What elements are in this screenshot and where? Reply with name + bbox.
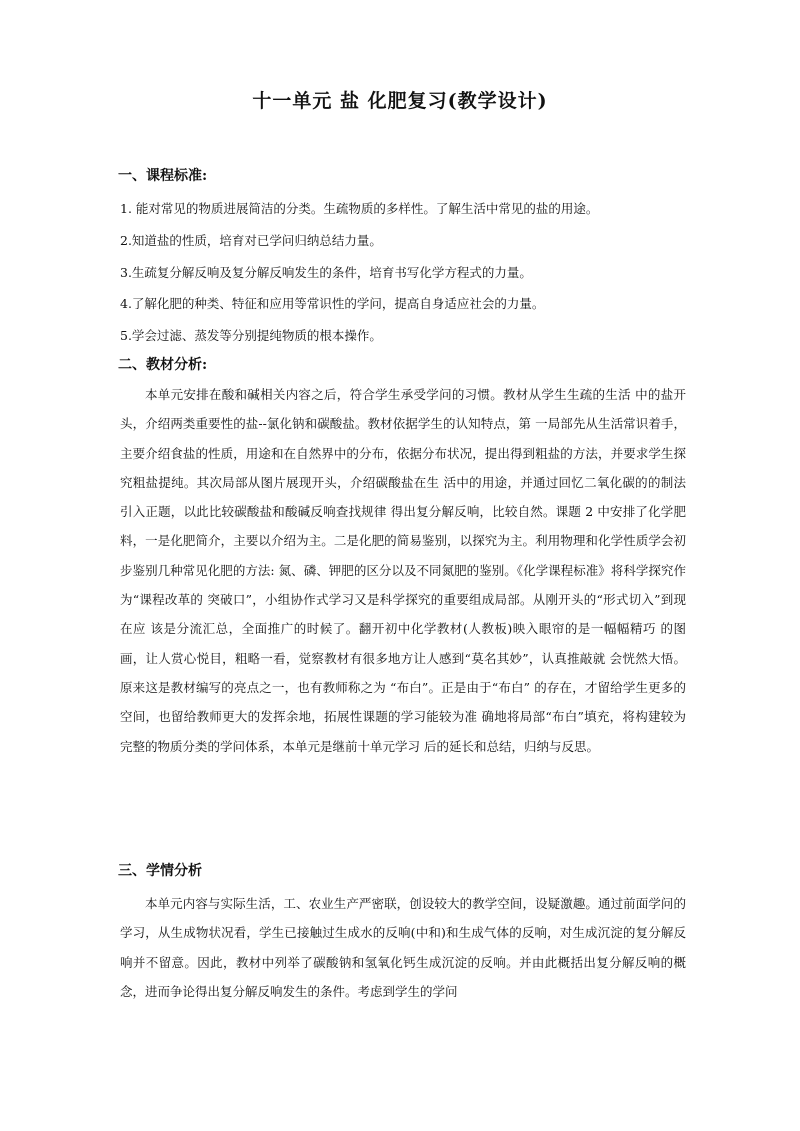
standard-item-2: 2.知道盐的性质，培育对已学问归纳总结力量。 bbox=[120, 233, 382, 248]
section-heading-textbook-analysis: 二、教材分析: bbox=[118, 357, 208, 373]
section-heading-student-analysis: 三、学情分析 bbox=[118, 863, 202, 879]
standard-item-5: 5.学会过滤、蒸发等分别提纯物质的根本操作。 bbox=[120, 328, 382, 343]
section-heading-curriculum-standards: 一、课程标准: bbox=[118, 168, 208, 184]
standard-item-4: 4.了解化肥的种类、特征和应用等常识性的学问，提高自身适应社会的力量。 bbox=[120, 296, 545, 311]
document-title: 十一单元 盐 化肥复习(教学设计) bbox=[252, 90, 548, 112]
standard-item-1: 1. 能对常见的物质进展简洁的分类。生疏物质的多样性。了解生活中常见的盐的用途。 bbox=[120, 201, 599, 216]
standard-item-3: 3.生疏复分解反响及复分解反响发生的条件，培育书写化学方程式的力量。 bbox=[120, 265, 532, 280]
textbook-analysis-paragraph: 本单元安排在酸和碱相关内容之后，符合学生承受学问的习惯。教材从学生生疏的生活 中的盐开头，介绍两类重要性的盐--氯化钠和碳酸盐。教材依据学生的认知特点，第 一局部先从生活常识着手，主要介绍食盐的性质，用途和在自然界中的分布，依据分布状况，提出得到粗盐的方法，并要求学生探究粗盐提纯。其次局部从图片展现开头，介绍碳酸盐在生 活中的用途，并通过回忆二氧化碳的的制法引入正题，以此比较碳酸盐和酸碱反响查找规律 得出复分解反响，比较自然。课题 2 中安排了化学肥料，一是化肥简介，主要以介绍为主。二是化肥的简易鉴别，以探究为主。利用物理和化学性质学会初步鉴别几种常见化肥的方法: 氮、磷、钾肥的区分以及不同氮肥的鉴别。《化学课程标准》将科学探究作为“课程改革的 突破口”，小组协作式学习又是科学探究的重要组成局部。从刚开头的“形式切入”到现在应 该是分流汇总，全面推广的时候了。翻开初中化学教材(人教板)映入眼帘的是一幅幅精巧 的图画，让人赏心悦目，粗略一看，觉察教材有很多地方让人感到“莫名其妙”，认真推敲就 会恍然大悟。原来这是教材编写的亮点之一，也有教师称之为 “布白”。正是由于“布白” 的存在，才留给学生更多的空间，也留给教师更大的发挥余地，拓展性课题的学习能较为准 确地将局部“布白”填充，将构建较为完整的物质分类的学问体系，本单元是继前十单元学习 后的延长和总结，归纳与反思。 bbox=[120, 387, 686, 754]
student-analysis-paragraph: 本单元内容与实际生活，工、农业生产严密联，创设较大的教学空间，设疑激趣。通过前面学问的学习，从生成物状况看，学生已接触过生成水的反响(中和)和生成气体的反响，对生成沉淀的复分解反响并不留意。因此，教材中列举了碳酸钠和氢氧化钙生成沉淀的反响。并由此概括出复分解反响的概念，进而争论得出复分解反响发生的条件。考虑到学生的学问 bbox=[120, 896, 686, 999]
